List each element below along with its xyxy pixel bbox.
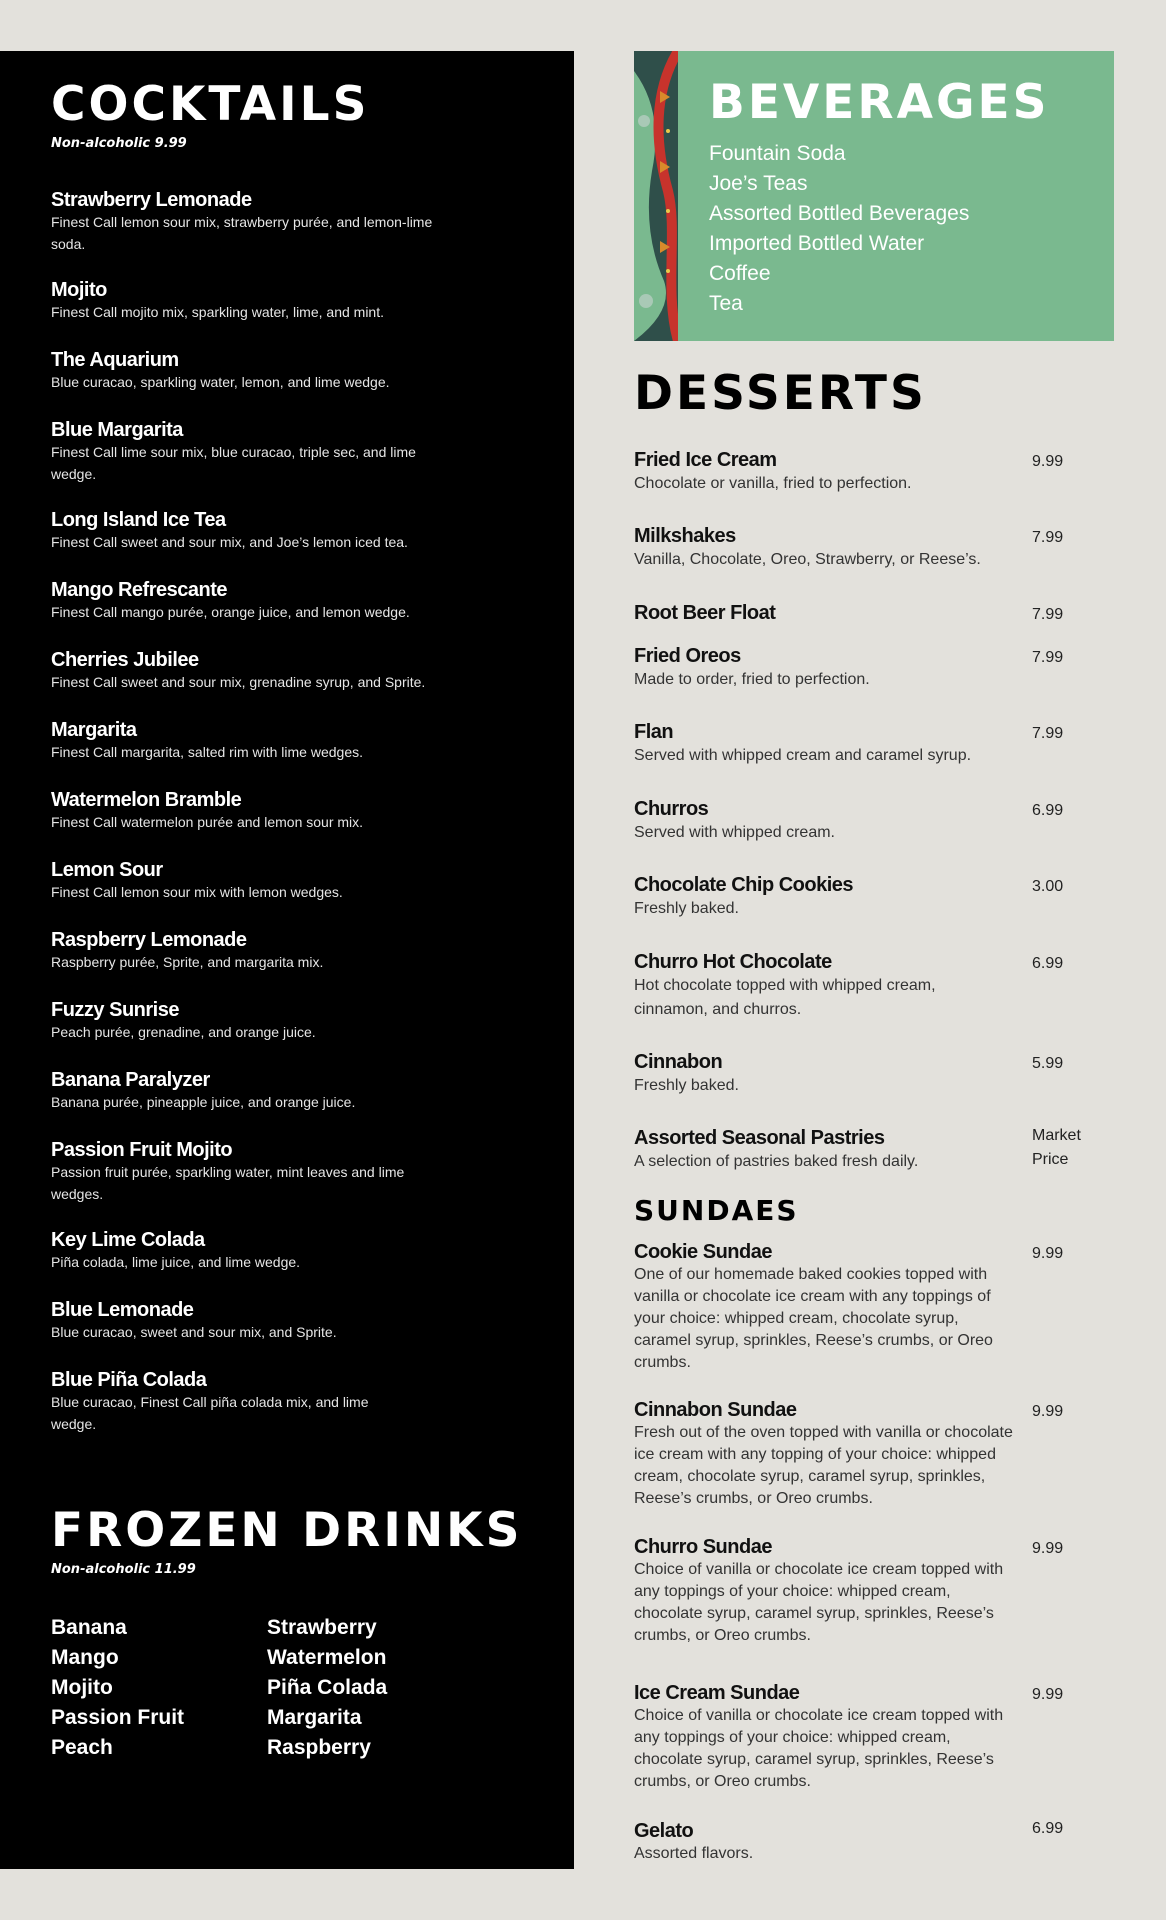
cocktail-name: Cherries Jubilee	[51, 649, 199, 671]
desserts-title: DESSERTS	[634, 366, 927, 421]
dessert-item	[634, 644, 1014, 692]
dessert-name: Churro Hot Chocolate	[634, 951, 832, 973]
beverages-title: BEVERAGES	[709, 75, 1050, 130]
dessert-price: 7.99	[1032, 649, 1064, 666]
dessert-desc: Freshly baked.	[634, 1077, 739, 1094]
dessert-price: 7.99	[1032, 529, 1064, 546]
dessert-name: Churros	[634, 798, 709, 820]
dessert-price: 9.99	[1032, 453, 1064, 470]
dessert-name: Root Beer Float	[634, 602, 776, 624]
dessert-desc: Made to order, fried to perfection.	[634, 671, 870, 688]
sundae-desc: Choice of vanilla or chocolate ice cream topped with any toppings of your choice: whipped cream, chocolate syrup, caramel syrup, sprinkles, Reese’s crumbs, or Oreo crumbs.	[634, 1707, 1004, 1790]
sundae-item	[634, 1240, 1014, 1374]
cocktail-item	[51, 859, 441, 903]
dessert-name: Cinnabon	[634, 1051, 723, 1073]
sundaes-title: SUNDAES	[634, 1194, 799, 1227]
frozen-item: Banana	[51, 1616, 127, 1639]
cocktail-desc: Finest Call mango purée, orange juice, and lemon wedge.	[51, 604, 410, 620]
cocktail-name: Mojito	[51, 279, 107, 301]
beverage-item: Coffee	[709, 262, 771, 285]
cocktail-item	[51, 509, 441, 553]
dessert-desc: Served with whipped cream.	[634, 824, 835, 841]
sundae-price: 9.99	[1032, 1686, 1064, 1703]
dessert-item	[634, 720, 1014, 768]
sundae-name: Cinnabon Sundae	[634, 1399, 797, 1421]
frozen-item: Watermelon	[267, 1646, 387, 1669]
cocktail-item	[51, 189, 441, 255]
cocktail-name: Blue Piña Colada	[51, 1369, 207, 1391]
cocktails-title: COCKTAILS	[51, 77, 370, 132]
cocktail-item	[51, 1229, 441, 1273]
sundae-price: 9.99	[1032, 1540, 1064, 1557]
sundae-name: Gelato	[634, 1820, 694, 1842]
beverage-item: Imported Bottled Water	[709, 232, 925, 255]
cocktail-desc: Finest Call lemon sour mix with lemon wedges.	[51, 884, 343, 900]
frozen-item: Margarita	[267, 1706, 362, 1729]
frozen-item: Piña Colada	[267, 1676, 388, 1699]
dessert-item	[634, 448, 1014, 496]
sundae-desc: Fresh out of the oven topped with vanilla or chocolate ice cream with any topping of your choice: whipped cream, chocolate syrup, caramel syrup, sprinkles, Reese’s crumbs, or Oreo crumbs.	[634, 1424, 1013, 1507]
frozen-item: Mango	[51, 1646, 119, 1669]
frozen-col-1	[51, 1613, 184, 1763]
beverage-item: Fountain Soda	[709, 142, 846, 165]
cocktail-desc: Blue curacao, sweet and sour mix, and Sprite.	[51, 1324, 337, 1340]
frozen-item: Raspberry	[267, 1736, 371, 1759]
cocktail-item	[51, 1069, 441, 1113]
sundae-desc: Choice of vanilla or chocolate ice cream topped with any toppings of your choice: whipped cream, chocolate syrup, caramel syrup, sprinkles, Reese’s crumbs, or Oreo crumbs.	[634, 1561, 1004, 1644]
dessert-desc: Hot chocolate topped with whipped cream, cinnamon, and churros.	[634, 977, 936, 1018]
cocktail-name: The Aquarium	[51, 349, 179, 371]
cocktail-name: Watermelon Bramble	[51, 789, 242, 811]
frozen-item: Mojito	[51, 1676, 113, 1699]
cocktail-desc: Banana purée, pineapple juice, and orange juice.	[51, 1094, 356, 1110]
sundae-desc: One of our homemade baked cookies topped with vanilla or chocolate ice cream with any toppings of your choice: whipped cream, chocolate syrup, caramel syrup, sprinkles, Reese’s crumbs, or Oreo crumbs.	[634, 1266, 993, 1371]
cocktail-name: Lemon Sour	[51, 859, 163, 881]
frozen-item: Strawberry	[267, 1616, 377, 1639]
cocktail-name: Margarita	[51, 719, 137, 741]
sundae-name: Ice Cream Sundae	[634, 1682, 800, 1704]
sundae-item	[634, 1535, 1014, 1647]
cocktail-item	[51, 719, 441, 763]
cocktail-name: Blue Lemonade	[51, 1299, 194, 1321]
dessert-item	[634, 601, 1014, 625]
sundae-price: 9.99	[1032, 1245, 1064, 1262]
dessert-desc: Freshly baked.	[634, 900, 739, 917]
dessert-price: 7.99	[1032, 725, 1064, 742]
dessert-price: 3.00	[1032, 878, 1064, 895]
dessert-price: 5.99	[1032, 1055, 1064, 1072]
sundae-price: 6.99	[1032, 1820, 1064, 1837]
cocktail-desc: Piña colada, lime juice, and lime wedge.	[51, 1254, 301, 1270]
sundae-item	[634, 1681, 1014, 1793]
cocktail-name: Banana Paralyzer	[51, 1069, 210, 1091]
cocktail-item	[51, 1139, 441, 1205]
frozen-drinks-title: FROZEN DRINKS	[51, 1503, 523, 1558]
decorative-pattern-icon	[634, 51, 678, 341]
dessert-item	[634, 1050, 1014, 1098]
cocktail-desc: Finest Call lemon sour mix, strawberry purée, and lemon-lime soda.	[51, 214, 433, 252]
frozen-item: Passion Fruit	[51, 1706, 185, 1729]
beverage-item: Assorted Bottled Beverages	[709, 202, 970, 225]
dessert-desc: Served with whipped cream and caramel syrup.	[634, 747, 972, 764]
cocktail-name: Blue Margarita	[51, 419, 183, 441]
cocktail-item	[51, 929, 441, 973]
dessert-item	[634, 797, 1014, 845]
dessert-desc: Vanilla, Chocolate, Oreo, Strawberry, or Reese’s.	[634, 551, 981, 568]
dessert-item	[634, 873, 1014, 921]
sundae-item	[634, 1398, 1026, 1510]
cocktail-item	[51, 649, 441, 693]
sundae-price: 9.99	[1032, 1403, 1064, 1420]
cocktail-desc: Finest Call sweet and sour mix, and Joe’s lemon iced tea.	[51, 534, 408, 550]
cocktail-item	[51, 579, 441, 623]
beverage-item: Joe’s Teas	[709, 172, 808, 195]
dessert-name: Milkshakes	[634, 525, 736, 547]
cocktail-item	[51, 999, 441, 1043]
cocktail-desc: Finest Call margarita, salted rim with lime wedges.	[51, 744, 363, 760]
dessert-item	[634, 1126, 1014, 1174]
cocktail-item	[51, 789, 441, 833]
cocktail-name: Key Lime Colada	[51, 1229, 205, 1251]
cocktail-item	[51, 1369, 371, 1435]
dessert-item	[634, 524, 1014, 572]
dessert-name: Chocolate Chip Cookies	[634, 874, 854, 896]
cocktail-item	[51, 1299, 441, 1343]
frozen-item: Peach	[51, 1736, 113, 1759]
cocktail-item	[51, 349, 441, 393]
cocktails-subtitle: Non-alcoholic 9.99	[51, 136, 187, 151]
cocktail-desc: Peach purée, grenadine, and orange juice.	[51, 1024, 316, 1040]
cocktail-desc: Blue curacao, sparkling water, lemon, and lime wedge.	[51, 374, 390, 390]
beverage-item: Tea	[709, 292, 743, 315]
dessert-price: 7.99	[1032, 606, 1064, 623]
dessert-item	[634, 950, 964, 1022]
cocktail-desc: Blue curacao, Finest Call piña colada mix, and lime wedge.	[51, 1394, 369, 1432]
cocktails-panel	[0, 51, 574, 1869]
cocktail-name: Mango Refrescante	[51, 579, 227, 601]
dessert-price: Market Price	[1032, 1127, 1081, 1168]
frozen-col-2	[267, 1613, 387, 1763]
sundae-item	[634, 1819, 1014, 1865]
cocktail-desc: Finest Call watermelon purée and lemon sour mix.	[51, 814, 364, 830]
cocktail-name: Strawberry Lemonade	[51, 189, 252, 211]
dessert-price: 6.99	[1032, 802, 1064, 819]
cocktail-name: Passion Fruit Mojito	[51, 1139, 233, 1161]
cocktail-desc: Finest Call mojito mix, sparkling water, lime, and mint.	[51, 304, 384, 320]
sundae-name: Cookie Sundae	[634, 1241, 772, 1263]
dessert-desc: Chocolate or vanilla, fried to perfection.	[634, 475, 912, 492]
frozen-drinks-subtitle: Non-alcoholic 11.99	[51, 1562, 196, 1577]
cocktail-desc: Finest Call sweet and sour mix, grenadine syrup, and Sprite.	[51, 674, 426, 690]
cocktail-desc: Passion fruit purée, sparkling water, mint leaves and lime wedges.	[51, 1164, 405, 1202]
dessert-price: 6.99	[1032, 955, 1064, 972]
cocktail-desc: Raspberry purée, Sprite, and margarita mix.	[51, 954, 324, 970]
sundae-desc: Assorted flavors.	[634, 1845, 754, 1862]
dessert-name: Assorted Seasonal Pastries	[634, 1127, 885, 1149]
beverages-panel	[634, 51, 1114, 341]
cocktail-item	[51, 419, 441, 485]
cocktail-name: Fuzzy Sunrise	[51, 999, 179, 1021]
cocktail-name: Long Island Ice Tea	[51, 509, 226, 531]
dessert-name: Fried Ice Cream	[634, 449, 777, 471]
dessert-name: Flan	[634, 721, 674, 743]
cocktail-item	[51, 279, 441, 323]
dessert-name: Fried Oreos	[634, 645, 741, 667]
sundae-name: Churro Sundae	[634, 1536, 772, 1558]
dessert-desc: A selection of pastries baked fresh daily.	[634, 1153, 919, 1170]
cocktail-name: Raspberry Lemonade	[51, 929, 247, 951]
cocktail-desc: Finest Call lime sour mix, blue curacao, triple sec, and lime wedge.	[51, 444, 416, 482]
